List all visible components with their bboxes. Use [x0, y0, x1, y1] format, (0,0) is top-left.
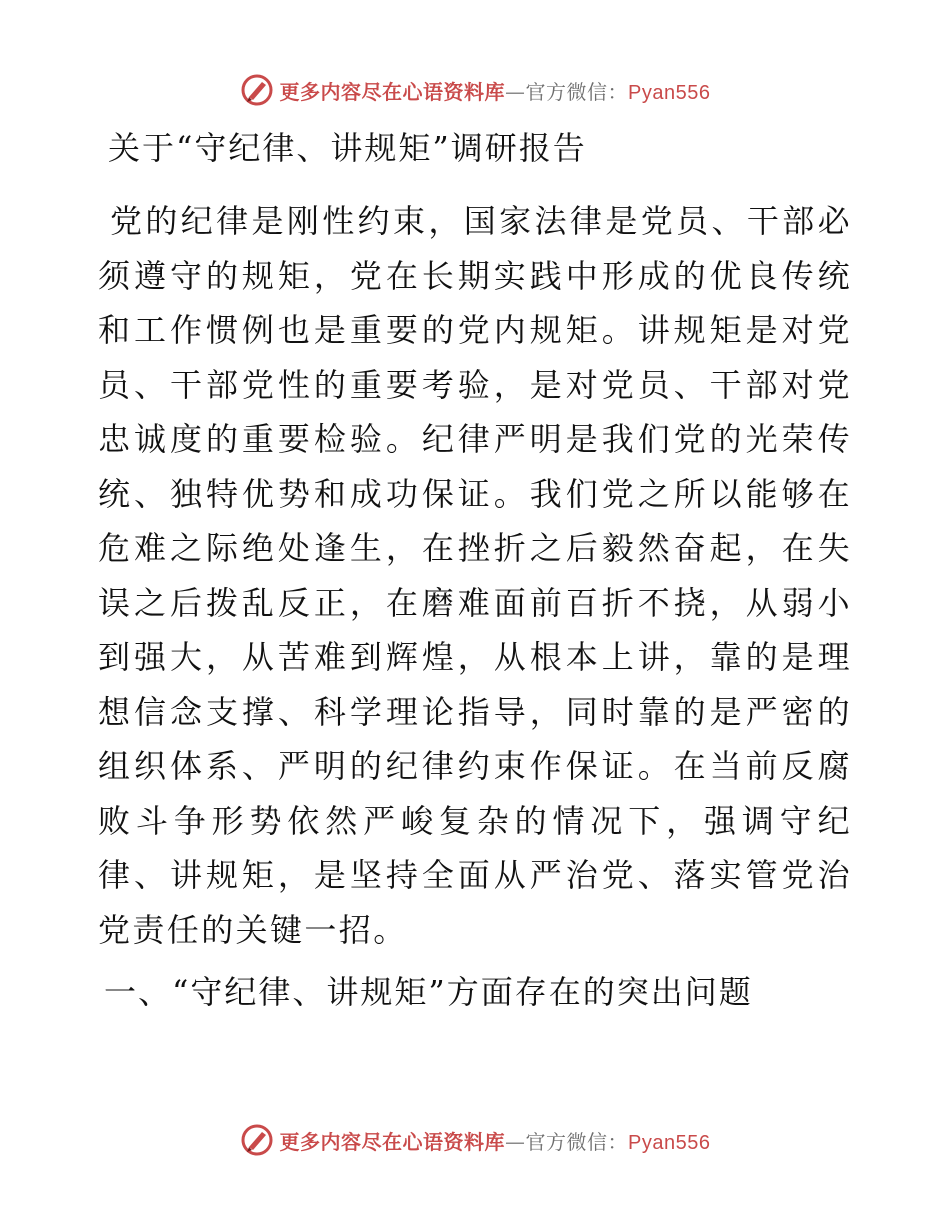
watermark-dash: —	[505, 1129, 526, 1154]
document-title: 关于“守纪律、讲规矩”调研报告	[108, 129, 587, 167]
footer-watermark	[0, 1120, 950, 1160]
watermark-site: 更多内容尽在心语资料库	[279, 79, 506, 104]
pen-logo-icon	[240, 1123, 274, 1157]
watermark-label: 官方微信：	[525, 79, 629, 104]
watermark-id: Pyan556	[628, 1131, 711, 1154]
watermark-text	[280, 76, 711, 105]
watermark-label: 官方微信：	[525, 1129, 629, 1154]
watermark-text	[280, 1126, 711, 1155]
section-heading: 一、“守纪律、讲规矩”方面存在的突出问题	[104, 973, 753, 1011]
watermark-id: Pyan556	[628, 81, 711, 104]
watermark-dash: —	[505, 79, 526, 104]
header-watermark	[0, 70, 950, 110]
pen-logo-icon	[240, 73, 274, 107]
document-paragraph: 党的纪律是刚性约束，国家法律是党员、干部必须遵守的规矩，党在长期实践中形成的优良传统和工作惯例也是重要的党内规矩。讲规矩是对党员、干部党性的重要考验，是对党员、干部对党忠诚度的重要检验。纪律严明是我们党的光荣传统、独特优势和成功保证。我们党之所以能够在危难之际绝处逢生，在挫折之后毅然奋起，在失误之后拨乱反正，在磨难面前百折不挠，从弱小到强大，从苦难到辉煌，从根本上讲，靠的是理想信念支撑、科学理论指导，同时靠的是严密的组织体系、严明的纪律约束作保证。在当前反腐败斗争形势依然严峻复杂的情况下，强调守纪律、讲规矩，是坚持全面从严治党、落实管党治党责任的关键一招。	[98, 202, 852, 949]
watermark-site: 更多内容尽在心语资料库	[279, 1129, 506, 1154]
